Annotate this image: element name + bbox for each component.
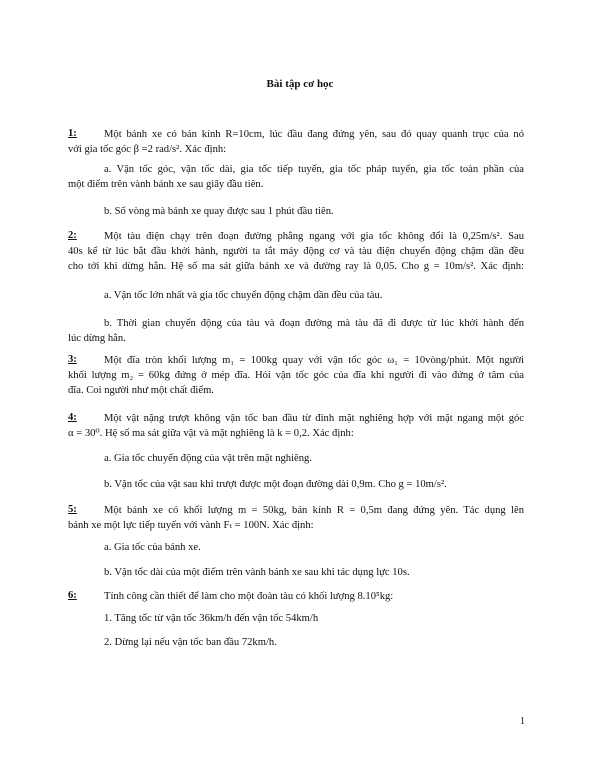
problem-2-line-3: cho tới khi dừng hẳn. Hệ số ma sát giữa bánh xe và đường ray là 0,05. Cho g = 10m/s². Xác định: <box>68 261 524 272</box>
problem-6-number: 6: <box>68 590 77 601</box>
problem-2-item-b-line-2: lúc dừng hẳn. <box>68 333 126 344</box>
problem-3-number: 3: <box>68 354 77 365</box>
problem-4-line-2: α = 30⁰. Hệ số ma sát giữa vật và mặt nghiêng là k = 0,2. Xác định: <box>68 428 354 439</box>
problem-4-number: 4: <box>68 412 77 423</box>
problem-5-item-b: b. Vận tốc dài của một điểm trên vành bánh xe sau khi tác dụng lực 10s. <box>104 567 410 578</box>
problem-3-line-3: đĩa. Coi người như một chất điểm. <box>68 385 214 396</box>
problem-2-item-a: a. Vận tốc lớn nhất và gia tốc chuyển động chậm dần đều của tàu. <box>104 290 383 301</box>
problem-6-item-1: 1. Tăng tốc từ vận tốc 36km/h đến vận tốc 54km/h <box>104 613 319 624</box>
problem-1-line-1: Một bánh xe có bán kính R=10cm, lúc đầu đang đứng yên, sau đó quay quanh trục của nó <box>104 129 524 140</box>
problem-1-item-a-line-1: a. Vận tốc góc, vận tốc dài, gia tốc tiếp tuyến, gia tốc pháp tuyến, gia tốc toàn phần của <box>104 164 524 175</box>
problem-6-line-1: Tính công cần thiết để làm cho một đoàn tàu có khối lượng 8.10⁵kg: <box>104 591 394 602</box>
problem-4-item-b: b. Vận tốc của vật sau khi trượt được một đoạn đường dài 0,9m. Cho g = 10m/s². <box>104 479 447 490</box>
problem-1-line-2: với gia tốc góc β =2 rad/s². Xác định: <box>68 144 227 155</box>
page-title: Bài tập cơ học <box>266 78 334 90</box>
problem-5-number: 5: <box>68 504 77 515</box>
problem-2-item-b-line-1: b. Thời gian chuyển động của tàu và đoạn đường mà tàu đã đi được từ lúc khởi hành đến <box>104 318 524 329</box>
problem-2-line-2: 40s kể từ lúc bắt đầu khởi hành, người ta tắt máy động cơ và tàu điện chuyển động chậm dần đều <box>68 246 524 257</box>
problem-5-item-a: a. Gia tốc của bánh xe. <box>104 542 201 553</box>
problem-3-line-1: Một đĩa tròn khối lượng m₁ = 100kg quay với vận tốc góc ω₁ = 10vòng/phút. Một người <box>104 355 524 366</box>
problem-6-item-2: 2. Dừng lại nếu vận tốc ban đầu 72km/h. <box>104 637 277 648</box>
page-number: 1 <box>520 716 525 727</box>
problem-4-item-a: a. Gia tốc chuyển động của vật trên mặt nghiêng. <box>104 453 312 464</box>
problem-4-line-1: Một vật nặng trượt không vận tốc ban đầu từ đỉnh mặt nghiêng hợp với mặt ngang một góc <box>104 413 524 424</box>
problem-5-line-2: bánh xe một lực tiếp tuyến với vành Fₜ = 100N. Xác định: <box>68 520 314 531</box>
problem-2-line-1: Một tàu điện chạy trên đoạn đường phẳng ngang với gia tốc không đổi là 0,25m/s². Sau <box>104 231 524 242</box>
problem-5-line-1: Một bánh xe có khối lượng m = 50kg, bán kính R = 0,5m đang đứng yên. Tác dụng lên <box>104 505 524 516</box>
problem-3-line-2: khối lượng m₂ = 60kg đứng ở mép đĩa. Hỏi vận tốc góc của đĩa khi người đi vào đứng ở tâm của <box>68 370 524 381</box>
problem-2-number: 2: <box>68 230 77 241</box>
problem-1-item-a-line-2: một điểm trên vành bánh xe sau giây đầu tiên. <box>68 179 264 190</box>
problem-1-item-b: b. Số vòng mà bánh xe quay được sau 1 phút đầu tiên. <box>104 206 334 217</box>
problem-1-number: 1: <box>68 128 77 139</box>
